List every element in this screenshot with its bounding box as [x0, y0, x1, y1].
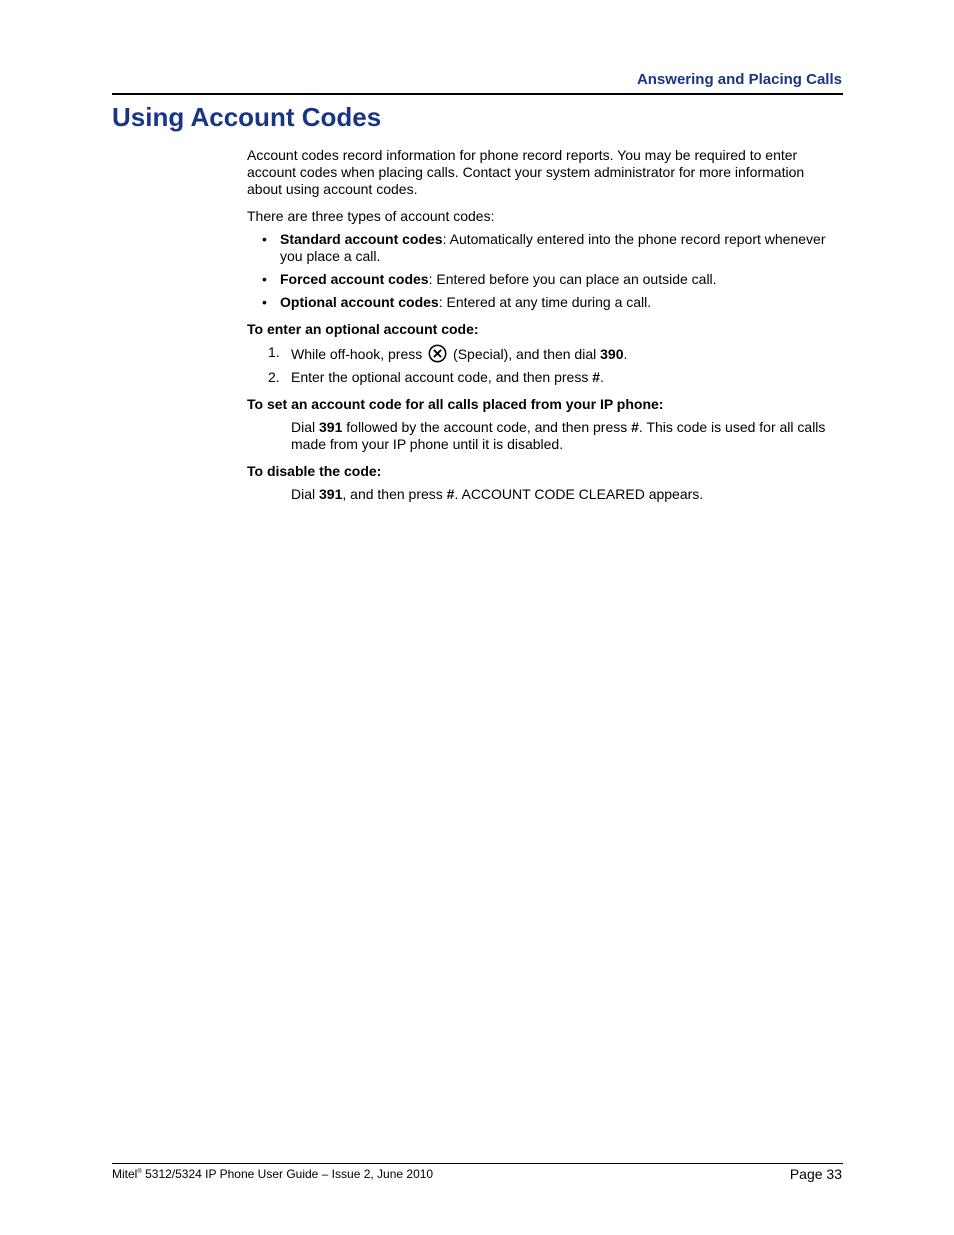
- footer-doc-title: 5312/5324 IP Phone User Guide – Issue 2, June 2010: [141, 1167, 434, 1181]
- page-title: Using Account Codes: [112, 102, 382, 132]
- procedure-text-all-calls: [247, 419, 832, 453]
- bullet: •: [262, 271, 267, 287]
- code: #: [446, 486, 455, 502]
- footer-divider: [112, 1163, 843, 1164]
- type-desc: : Entered before you can place an outside call.: [428, 271, 717, 287]
- types-intro: There are three types of account codes:: [247, 208, 495, 224]
- type-term: Optional account codes: [280, 294, 439, 310]
- step-item: [247, 344, 832, 363]
- step-text: Enter the optional account code, and then press: [291, 369, 593, 385]
- step-item: [247, 369, 832, 386]
- step-text: (Special), and then dial: [449, 346, 601, 362]
- text: followed by the account code, and then press: [342, 419, 632, 435]
- procedure-heading-all-calls: To set an account code for all calls placed from your IP phone:: [247, 396, 664, 412]
- code: #: [631, 419, 639, 435]
- account-code-types-list: [247, 231, 832, 311]
- procedure-steps: [247, 344, 832, 386]
- step-number: 2.: [268, 369, 280, 385]
- type-desc: : Automatically entered into the phone record report whenever you place a call.: [280, 231, 826, 264]
- procedure-heading-optional: To enter an optional account code:: [247, 321, 479, 337]
- running-header: Answering and Placing Calls: [636, 71, 842, 88]
- text: . ACCOUNT CODE CLEARED appears.: [454, 486, 704, 502]
- intro-paragraph: Account codes record information for phone record reports. You may be required to enter account codes when placing calls. Contact your system administrator for more information about using account codes.: [247, 147, 805, 197]
- step-code: #: [592, 369, 601, 385]
- code: 391: [319, 419, 343, 435]
- code: 391: [319, 486, 343, 502]
- type-term: Standard account codes: [280, 231, 443, 247]
- special-key-icon: [428, 344, 447, 363]
- registered-mark: ®: [137, 1169, 142, 1175]
- list-item: [247, 231, 832, 265]
- list-item: [247, 271, 832, 288]
- procedure-heading-disable: To disable the code:: [247, 463, 382, 479]
- list-item: [247, 294, 832, 311]
- text: . This code is used for all calls made from your IP phone until it is disabled.: [291, 419, 826, 452]
- type-term: Forced account codes: [280, 271, 429, 287]
- page-number: Page 33: [789, 1166, 842, 1182]
- procedure-text-disable: [247, 486, 832, 503]
- footer-brand: Mitel: [112, 1167, 138, 1181]
- text: , and then press: [342, 486, 447, 502]
- header-divider: [112, 93, 843, 95]
- step-text: .: [600, 369, 604, 385]
- step-text: .: [623, 346, 628, 362]
- step-number: 1.: [268, 344, 280, 360]
- bullet: •: [262, 294, 267, 310]
- footer-document-info: [112, 1167, 433, 1181]
- type-desc: : Entered at any time during a call.: [438, 294, 652, 310]
- step-code: 390: [600, 346, 624, 362]
- text: Dial: [291, 486, 320, 502]
- main-content: [247, 147, 832, 513]
- text: Dial: [291, 419, 320, 435]
- bullet: •: [262, 231, 267, 247]
- step-text: While off-hook, press: [291, 346, 427, 362]
